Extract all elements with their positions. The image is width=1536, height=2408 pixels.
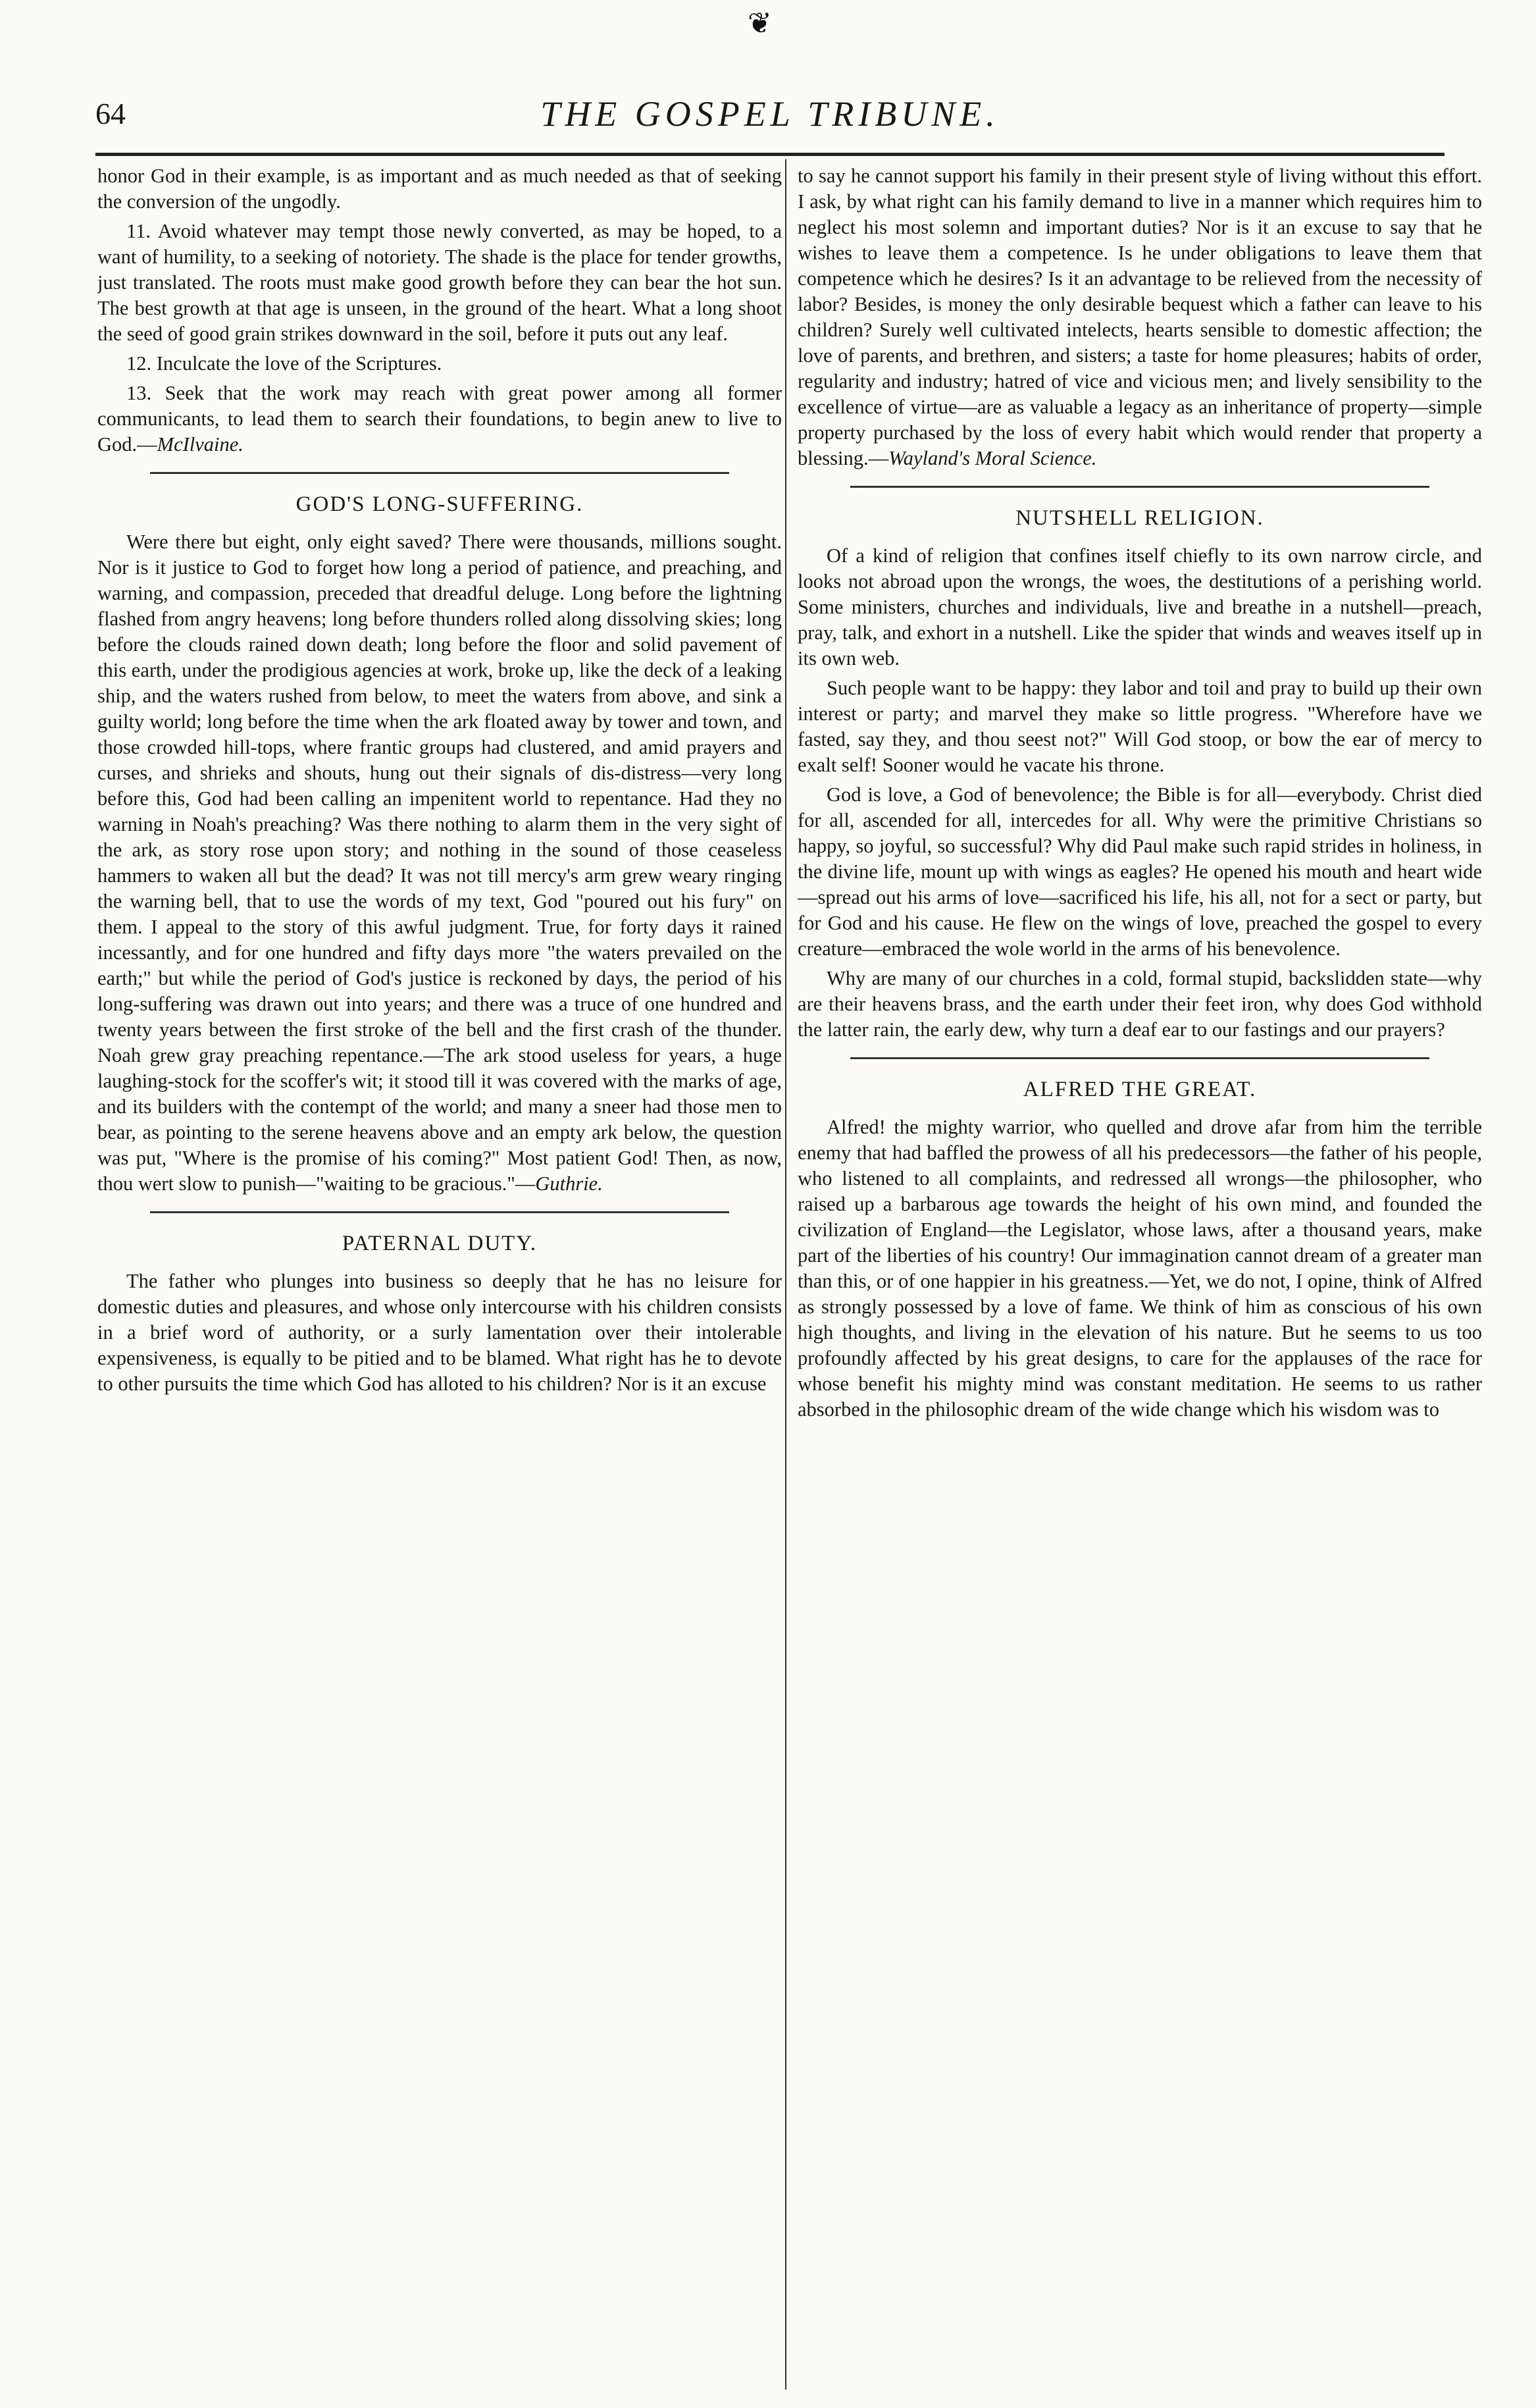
section-title-alfred-the-great: ALFRED THE GREAT. [1023,1078,1257,1101]
paternal-duty-continuation [798,163,1482,471]
nutshell-religion-paragraph-4: Why are many of our churches in a cold, formal stupid, backslidden state—why are their heavens brass, and the earth under their feet iron, why does God withhold the latter rain, the early dew, why turn a deaf ear to our fastings and our prayers? [798,967,1482,1041]
list-item-13 [97,380,782,458]
nutshell-religion-paragraph-1: Of a kind of religion that confines itself chiefly to its own narrow circle, and looks not abroad upon the wrongs, the woes, the destitutions of a perishing world. Some ministers, churches and individuals, live and breathe in a nutshell—preach, pray, talk, and exhort in a nutshell. Like the spider that winds and weaves itself up in its own web. [798,544,1482,669]
intro-paragraph: honor God in their example, is as important and as much needed as that of seeking the conversion of the ungodly. [97,165,782,213]
wayland-attribution: Wayland's Moral Science. [888,447,1097,469]
running-head: THE GOSPEL TRIBUNE. [540,94,1000,134]
section-title-nutshell-religion: NUTSHELL RELIGION. [1015,506,1264,530]
section-rule [850,1057,1429,1059]
gods-long-suffering-body [97,529,782,1197]
ornament-mark: ❦ [748,7,772,40]
section-title-gods-long-suffering: GOD'S LONG-SUFFERING. [295,492,584,516]
mcilvaine-attribution: McIlvaine. [157,433,243,456]
left-column [97,163,782,2395]
alfred-the-great-body: Alfred! the mighty warrior, who quelled and drove afar from him the terrible enemy that had baffled the prowess of all his predecessors—the father of his people, who listened to all complaints, and redressed all wrongs—the philosopher, who raised up a barbarous age towards the height of his own mind, and founded the civilization of England—the Legislator, whose laws, after a thousand years, make part of the liberties of his country! Our immagination cannot dream of a greater man than this, or of one happier in his greatness.—Yet, we do not, I opine, think of Alfred as strongly possessed by a love of fame. We think of him as conscious of his own high thoughts, and living in the elevation of his nature. But he seems to us too profoundly affected by his great designs, to care for the applauses of the race for whose benefit his mighty mind was constant meditation. He seems to us rather absorbed in the philosophic dream of the wide change which his wisdom was to [798,1116,1482,1421]
guthrie-attribution: Guthrie. [535,1172,603,1195]
list-item-12: 12. Inculcate the love of the Scriptures. [126,352,442,375]
list-item-13-text: 13. Seek that the work may reach with great power among all former communicants, to lead them to search their foundations, to begin anew to live to God.— [97,382,782,456]
section-title-paternal-duty: PATERNAL DUTY. [342,1232,538,1255]
right-column [798,163,1482,2395]
page-number: 64 [95,97,126,130]
nutshell-religion-paragraph-2: Such people want to be happy: they labor and toil and pray to build up their own interest or party; and marvel they make so little progress. "Wherefore have we fasted, say they, and thou seest not?" Will God stoop, or bow the ear of mercy to exalt self! Sooner would he vacate his throne. [798,677,1482,776]
list-item-11: 11. Avoid whatever may tempt those newly converted, as may be hoped, to a want of humility, to a seeking of notoriety. The shade is the place for tender growths, just translated. The roots must make good growth before they can bear the hot sun. The best growth at that age is unseen, in the ground of the heart. What a long shoot the seed of good grain strikes downward in the soil, before it puts out any leaf. [97,220,782,345]
section-rule [150,472,729,474]
column-divider [785,159,786,2390]
header-rule [95,153,1445,156]
paternal-duty-body: The father who plunges into business so deeply that he has no leisure for domestic duties and pleasures, and whose only intercourse with his children consists in a brief word of authority, or a surly lamentation over their intolerable expensiveness, is equally to be pitied and to be blamed. What right has he to devote to other pursuits the time which God has alloted to his children? Nor is it an excuse [97,1270,782,1395]
gods-long-suffering-text: Were there but eight, only eight saved? There were thousands, millions sought. Nor is it justice to God to forget how long a period of patience, and preaching, and warning, and compassion, preceded that dreadful deluge. Long before the lightning flashed from angry heavens; long before thunders rolled along dissolving skies; long before the clouds rained down death; long before the floor and solid pavement of this earth, under the prodigious agencies at work, broke up, like the deck of a leaking ship, and the waters rushed from below, to meet the waters from above, and sink a guilty world; long before the time when the ark floated away by tower and town, and those crowded hill-tops, where frantic groups had clustered, and amid prayers and curses, and shrieks and shouts, hung out their signals of dis-distress—very long before this, God had been calling an impenitent world to repentance. Had they no warning in Noah's preaching? Was there nothing to alarm them in the very sight of the ark, as story rose upon story; and nothing in the sound of those ceaseless hammers to waken all but the dead? It was not till mercy's arm grew weary ringing the warning bell, that to use the words of my text, God "poured out his fury" on them. I appeal to the story of this awful judgment. True, for forty days it rained incessantly, and for one hundred and fifty days more "the waters prevailed on the earth;" but while the period of God's justice is reckoned by days, the period of his long-suffering was drawn out into years; and there was a truce of one hundred and twenty years between the first stroke of the bell and the first crash of the thunder. Noah grew gray preaching repentance.—The ark stood useless for years, a huge laughing-stock for the scoffer's wit; it stood till it was covered with the marks of age, and its builders with the contempt of the world; and many a sneer had those men to bear, as pointing to the serene heavens above and an empty ark below, the question was put, "Where is the promise of his coming?" Most patient God! Then, as now, thou wert slow to punish—"waiting to be gracious."— [97,531,782,1195]
section-rule [150,1211,729,1213]
continuation-text: to say he cannot support his family in their present style of living without this effort. I ask, by what right can his family demand to live in a manner which requires him to neglect his most solemn and important duties? Nor is it an excuse to say that he wishes to leave them a competence. Is he under obligations to leave them that competence which he desires? Is it an advantage to be relieved from the necessity of labor? Besides, is money the only desirable bequest which a father can leave to his children? Surely well cultivated intelects, hearts sensible to domestic affection; the love of parents, and brethren, and sisters; a taste for home pleasures; habits of order, regularity and industry; hatred of vice and vicious men; and lively sensibility to the excellence of virtue—are as valuable a legacy as an inheritance of property—simple property purchased by the loss of every habit which would render that property a blessing.— [798,165,1482,469]
nutshell-religion-paragraph-3: God is love, a God of benevolence; the Bible is for all—everybody. Christ died for all, ascended for all, intercedes for all. Why were the primitive Christians so happy, so joyful, so successful? Why did Paul make such rapid strides in holiness, in the divine life, mount up with wings as eagles? He opened his mouth and heart wide—spread out his arms of love—sacrificed his life, his all, not for a sect or party, but for God and his cause. He flew on the wings of love, preached the gospel to every creature—embraced the wole world in the arms of his benevolence. [798,783,1482,960]
section-rule [850,486,1429,488]
